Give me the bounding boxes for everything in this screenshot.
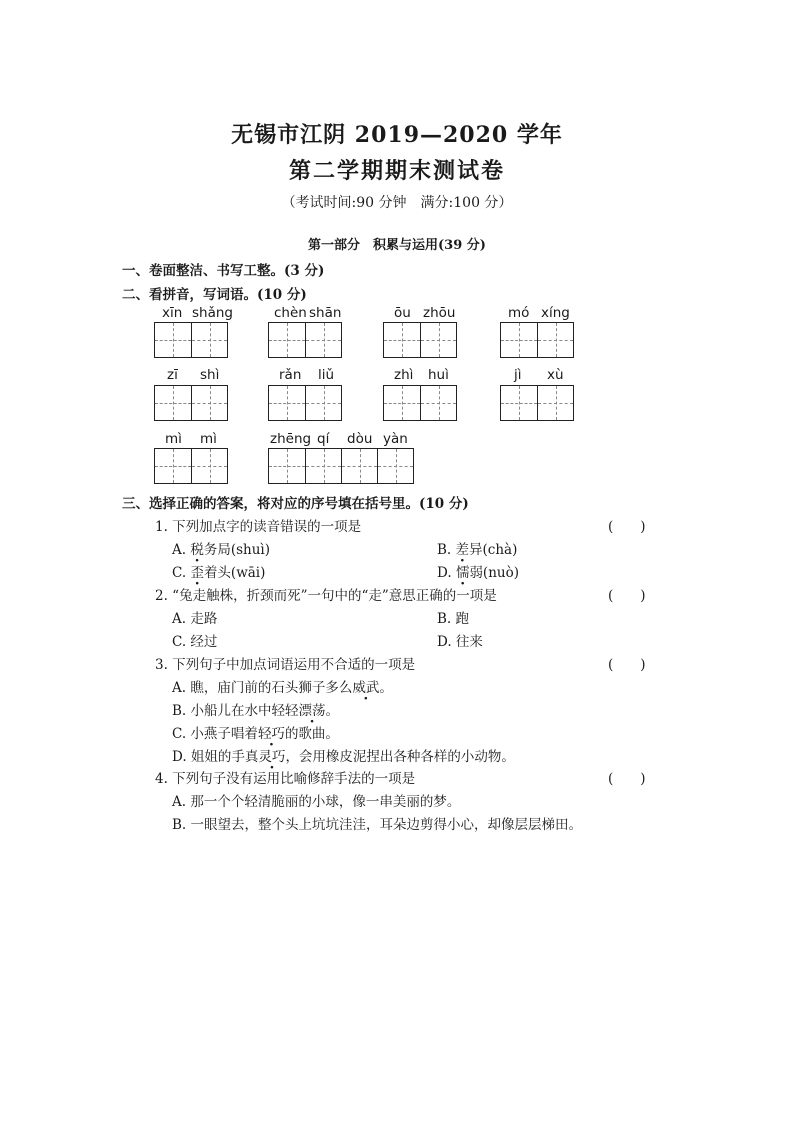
pinyin-label: huì: [428, 367, 449, 383]
pinyin-label: jì: [514, 367, 522, 383]
pinyin-label: shǎng: [192, 305, 233, 321]
option-c[interactable]: C. 经过: [172, 634, 218, 650]
pinyin-label: dòu: [347, 431, 373, 447]
option-c[interactable]: C. 歪着头(wāi): [172, 565, 266, 581]
exam-subtitle: 第二学期期末测试卷: [288, 158, 505, 184]
section-1-heading: 一、卷面整洁、书写工整。(3 分): [122, 263, 325, 279]
pinyin-label: shì: [200, 367, 220, 383]
pinyin-label: xīn: [162, 305, 183, 321]
writing-grid[interactable]: [154, 385, 228, 421]
exam-info: （考试时间:90 分钟 满分:100 分）: [281, 195, 513, 211]
pinyin-label: mì: [165, 431, 182, 447]
option-b[interactable]: B. 差异(chà): [437, 542, 518, 558]
option-d[interactable]: D. 懦弱(nuò): [437, 565, 519, 581]
option-d[interactable]: D. 往来: [437, 634, 483, 650]
question-4-stem: 4. 下列句子没有运用比喻修辞手法的一项是: [155, 771, 416, 787]
pinyin-label: zī: [167, 367, 178, 383]
part-heading: 第一部分 积累与运用(39 分): [308, 238, 486, 253]
writing-grid[interactable]: [500, 322, 574, 358]
pinyin-label: chèn: [274, 305, 307, 321]
question-3-stem: 3. 下列句子中加点词语运用不合适的一项是: [155, 657, 416, 673]
writing-grid[interactable]: [500, 385, 574, 421]
answer-paren[interactable]: ( ): [608, 657, 646, 673]
pinyin-label: mó: [508, 305, 530, 321]
writing-grid[interactable]: [268, 385, 342, 421]
pinyin-label: liǔ: [318, 367, 335, 383]
answer-paren[interactable]: ( ): [608, 519, 646, 535]
pinyin-label: zhōu: [423, 305, 456, 321]
option-d[interactable]: D. 姐姐的手真灵巧，会用橡皮泥捏出各种各样的小动物。: [172, 749, 515, 765]
option-b[interactable]: B. 一眼望去，整个头上坑坑洼洼，耳朵边剪得小心，却像层层梯田。: [172, 817, 583, 833]
option-a[interactable]: A. 走路: [172, 611, 218, 627]
answer-paren[interactable]: ( ): [608, 771, 646, 787]
pinyin-label: ōu: [394, 305, 411, 321]
writing-grid[interactable]: [383, 385, 457, 421]
answer-paren[interactable]: ( ): [608, 588, 646, 604]
writing-grid[interactable]: [154, 448, 228, 484]
writing-grid[interactable]: [268, 448, 414, 484]
section-3-heading: 三、选择正确的答案，将对应的序号填在括号里。(10 分): [122, 496, 469, 512]
option-a[interactable]: A. 瞧，庙门前的石头狮子多么威武。: [172, 680, 393, 696]
section-2-heading: 二、看拼音，写词语。(10 分): [122, 287, 307, 303]
writing-grid[interactable]: [268, 322, 342, 358]
pinyin-label: shān: [309, 305, 342, 321]
pinyin-label: xíng: [541, 305, 570, 321]
option-c[interactable]: C. 小燕子唱着轻巧的歌曲。: [172, 726, 339, 742]
pinyin-label: qí: [317, 431, 330, 447]
option-a[interactable]: A. 那一个个轻清脆丽的小球，像一串美丽的梦。: [172, 794, 461, 810]
pinyin-label: mì: [200, 431, 217, 447]
pinyin-label: yàn: [383, 431, 408, 447]
pinyin-label: zhì: [394, 367, 414, 383]
pinyin-label: zhēng: [270, 431, 312, 447]
writing-grid[interactable]: [154, 322, 228, 358]
option-a[interactable]: A. 税务局(shuì): [172, 542, 271, 558]
question-1-stem: 1. 下列加点字的读音错误的一项是: [155, 519, 362, 535]
question-2-stem: 2. “兔走触株，折颈而死”一句中的“走”意思正确的一项是: [155, 588, 497, 604]
option-b[interactable]: B. 小船儿在水中轻轻漂荡。: [172, 703, 340, 719]
writing-grid[interactable]: [383, 322, 457, 358]
option-b[interactable]: B. 跑: [437, 611, 470, 627]
exam-title: 无锡市江阴 2019—2020 学年: [231, 122, 563, 148]
pinyin-label: rǎn: [279, 367, 302, 383]
pinyin-label: xù: [547, 367, 564, 383]
